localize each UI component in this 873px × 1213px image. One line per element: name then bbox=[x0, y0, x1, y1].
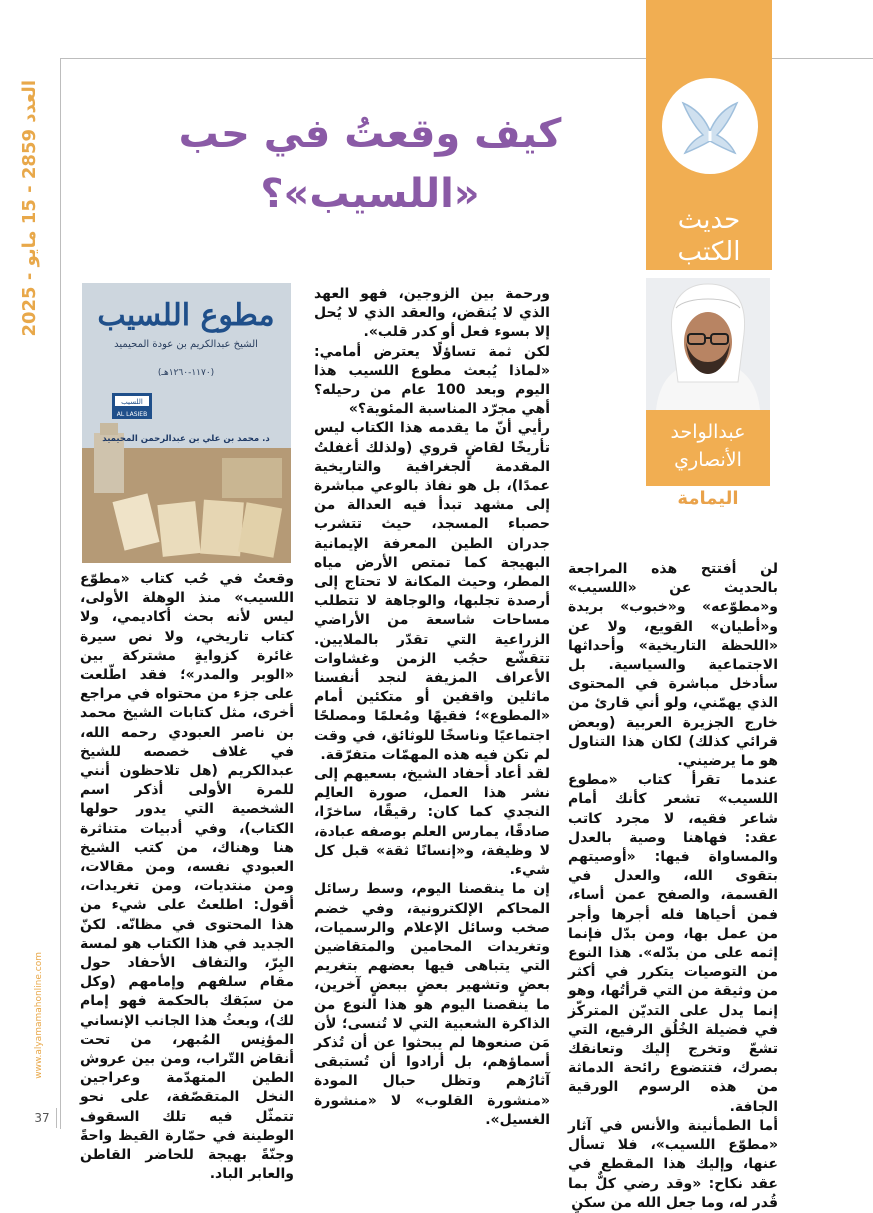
author-portrait bbox=[646, 278, 770, 410]
cover-subtitle: الشيخ عبدالكريم بن عودة المحيميد bbox=[114, 339, 258, 350]
paragraph: رأيي أنّ ما يقدمه هذا الكتاب ليس تأريخًا لقاضٍ قروي (ولذلك أغفلتُ المقدمة الجغرافية والتاريخية عمدًا)، بل هو نفاذ بالوعي مباشرة إلى مشهد تبدأ فيه العدالة من حصباء المسجد، حيث تتشرب جدران الطين المعرفة الإيمانية البهيجة كما تمتص الأرض مياه المطر، وحيث المكانة لا تحتاج إلى أرصدة تجلبها، والوجاهة لا تتطلب مساحات شاسعة من الأراضي الزراعية التي تقدّر بالملايين. تتقشّع حجُب الزمن وغشاوات الأعراف المزيفة لنجد أنفسنا ماثلين واقفين أو متكئين أمام «المطوع»؛ فقيهًا ومُعلمًا ومصلحًا اجتماعيًا وناسخًا للوثائق، في وقت لم تكن فيه هذه المهمّات متفرّقة. bbox=[314, 420, 550, 763]
website-text: www.alyamamahonline.com bbox=[34, 951, 44, 1079]
author-name bbox=[646, 410, 770, 486]
paragraph: لن أفتتح هذه المراجعة بالحديث عن «اللسيب» و«مطوّعه» و«خبوب» بريدة و«أطيان» القويع، ولا عن «اللحظة التاريخية» وأحداثها الاجتماعية والسياسية. بل سأدخل مباشرة في المحتوى الذي يهمّني، ولو أني قارئ من خارج الجزيرة العربية (وبعض قرائي كذلك) لكان هذا التناول هو ما يرضيني. bbox=[568, 561, 778, 770]
paragraph: وقعتُ في حُب كتاب «مطوّع اللسيب» منذ الوهلة الأولى، ليس لأنه بحث أكاديمي، ولا كتاب تاريخي، ولا نص سيرة غائرة كزوايةٍ مشتركة بين «الوبر والمدر»؛ فقد اطّلعت على جزء من محتواه في مراجع أخرى، مثل كتابات الشيخ محمد بن ناصر العبودي رحمه الله، في غلاف خصصه للشيخ عبدالكريم (هل تلاحظون أنني للمرة الأولى أذكر اسم الشخصية التي يدور حولها الكتاب)، وفي أدبيات متناثرة هنا وهناك، من كتب الشيخ العبودي نفسه، ومن مقالات، ومن منتديات، ومن تغريدات، أقول: اطلعتُ على شيء من هذا المحتوى في مظانّه. لكنّ الجديد في هذا الكتاب هو لمسة البِرّ، والتفاف الأحفاد حول مقام سلفهم وإمامهم (وكل من سبَقك بالحكمة فهو إمام لك)، وبعثُ هذا الجانب الإنساني المؤنِس المُبهر، من تحت أنقاض التّراب، ومن بين عروش الطين المتهدّمة وعراجين النخل المتقصّفة، على نحو تتمثّل فيه تلك السقوف الوطينة في حمّارة القيظ واحةً وجنّةً بهيجة للحاضر القاطن والعابر الباد. bbox=[80, 571, 294, 1183]
headline-line1: كيف وقعتُ في حب bbox=[178, 111, 562, 157]
issue-label bbox=[6, 79, 52, 337]
article-column-middle bbox=[314, 285, 550, 1130]
article-headline bbox=[170, 104, 570, 224]
author-photo-image bbox=[646, 278, 770, 410]
cover-sign-english: AL LASIEB bbox=[116, 411, 148, 418]
paragraph: أما الطمأنينة والأنس في آثار «مطوّع اللسيب»، فلا تسأل عنها، وإليك هذا المقطع في عقد نكاح: «وقد رضي كلٌّ بما قُدر له، وما جعل الله من سكنٍ bbox=[568, 1117, 778, 1211]
cover-sign-arabic: اللسيب bbox=[121, 398, 143, 406]
author-last-name: الأنصاري bbox=[674, 449, 742, 471]
cover-author: د. محمد بن علي بن عبدالرحمن المحيميد bbox=[102, 434, 270, 444]
article-column-left bbox=[80, 570, 294, 1183]
book-cover-image bbox=[82, 283, 291, 563]
section-logo bbox=[662, 78, 758, 174]
issue-text: العدد 2859 - 15 مايو - 2025 bbox=[18, 79, 40, 337]
book-bird-icon bbox=[675, 91, 745, 161]
section-title bbox=[648, 204, 770, 268]
cover-dates: (١١٧٠-١٢٦٠هـ) bbox=[157, 368, 215, 378]
paragraph: لقد أعاد أحفاد الشيخ، بسعيهم إلى نشر هذا العمل، صورة العالِم النجدي كما كان: رقيقًا، ساخرًا، صادقًا، يمارس العلم بوصفه عبادة، لا وظيفة، و«إنسانًا ثقة» قبل كل شيء. bbox=[314, 766, 550, 879]
paragraph: ورحمة بين الزوجين، فهو العهد الذي لا يُنقض، والعقد الذي لا يُحل إلا بسوء فعل أو كدر قلب». bbox=[314, 286, 550, 341]
section-title-line2: الكتب bbox=[677, 237, 741, 267]
cover-title: مطوع اللسيب bbox=[97, 298, 275, 333]
article-column-right bbox=[567, 560, 778, 1211]
paragraph: لكن ثمة تساؤلًا يعترض أمامي: «لماذا يُبعث مطوع اللسيب هذا اليوم وبعد 100 عام من رحيله؟ أهي مجرّد المناسبة المئوية؟» bbox=[314, 343, 550, 418]
paragraph: إن ما ينقصنا اليوم، وسط رسائل المحاكم الإلكترونية، وفي خضم صخب وسائل الإعلام والرسميات، وتغريدات المحامين والمتقاضين التي يتباهى فيها بعضهم بتغريم بعضٍ وتشهير بعضٍ ببعضٍ آخرين، ما ينقصنا اليوم هو هذا النوع من الذاكرة الشعبية التي لا تُنسى؛ لأن مَن صنعوها لم يبحثوا عن أن تُذكر أسماؤهم، بل أرادوا أن تُستبقى آثارُهم وتظل حبال المودة «منشورة القلوب» لا «منشورة الغسيل». bbox=[314, 881, 550, 1128]
website-label bbox=[30, 950, 48, 1080]
page-number: 37 bbox=[28, 1108, 57, 1128]
paragraph: عندما تقرأ كتاب «مطوع اللسيب» تشعر كأنك أمام شاعر فقيه، لا مجرد كاتب عقد: فهاهنا وصية بالعدل والمساواة فيها: «أوصيتهم بتقوى الله، والعدل في القسمة، والصفح عمن أساء، فمن أحياها فله أجرها وأجر من عمل بها، ومن بدّل فإنما إثمه على من بدّله». هذا النوع من التوصيات يتكرر في أكثر من وثيقة من التي قرأتُها، وهو إنما يدل على التديّن المتركّز في فضيلة الخُلُق الرفيع، التي تشعّ وتخرج إليك وتعانقك بصرك، فتتضوع رائحة الدماثة من هذه الرسوم الورقية الجافة. bbox=[567, 772, 778, 1115]
section-title-line1: حديث bbox=[677, 205, 741, 235]
headline-line2: «اللسيب»؟ bbox=[260, 171, 480, 217]
magazine-brand: اليمامة bbox=[677, 488, 739, 509]
author-first-name: عبدالواحد bbox=[670, 421, 746, 443]
